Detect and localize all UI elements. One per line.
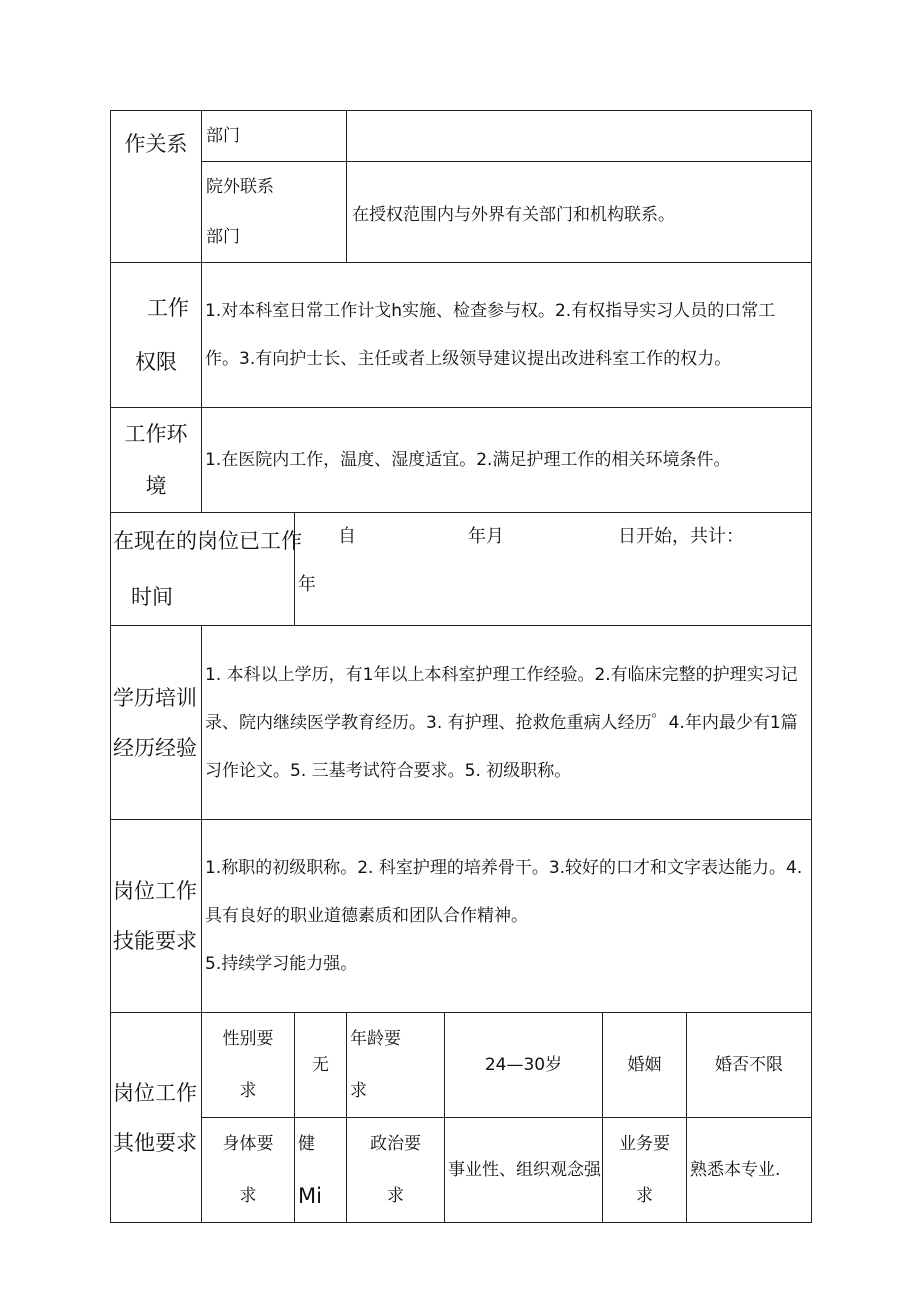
politics-value: 事业性、组织观念强 bbox=[445, 1118, 603, 1223]
tenure-year-month: 年月 bbox=[468, 526, 504, 547]
other-header: 岗位工作 其他要求 bbox=[111, 1013, 202, 1223]
relations-header: 作关系 bbox=[111, 111, 202, 263]
age-label: 年龄要 求 bbox=[347, 1013, 445, 1118]
environment-row bbox=[111, 408, 812, 513]
environment-text: 1.在医院内工作，温度、湿度适宜。2.满足护理工作的相关环境条件。 bbox=[202, 408, 812, 513]
external-dept-label bbox=[202, 162, 347, 263]
business-value: 熟悉本专业. bbox=[687, 1118, 812, 1223]
tenure-years: 年 bbox=[298, 574, 316, 595]
external-label-line2: 部门 bbox=[206, 227, 240, 247]
politics-label: 政治要 求 bbox=[347, 1118, 445, 1223]
skills-text: 1.称职的初级职称。2. 科室护理的培养骨干。3.较好的口才和文字表达能力。4.具有良好的职业道德素质和团队合作精神。 5.持续学习能力强。 bbox=[202, 820, 812, 1013]
dept-value bbox=[347, 111, 812, 162]
external-dept-value: 在授权范围内与外界有关部门和机构联系。 bbox=[347, 162, 812, 263]
gender-label: 性别要 求 bbox=[202, 1013, 295, 1118]
age-value: 24—30岁 bbox=[445, 1013, 603, 1118]
relations-row-1 bbox=[111, 111, 812, 162]
tenure-row bbox=[111, 513, 812, 626]
external-label-line1: 院外联系 bbox=[206, 177, 274, 197]
skills-header: 岗位工作 技能要求 bbox=[111, 820, 202, 1013]
tenure-header: 在现在的岗位已工作 时间 bbox=[111, 513, 295, 626]
authority-row bbox=[111, 263, 812, 408]
body-value: 健 Mi bbox=[295, 1118, 347, 1223]
other-row-2 bbox=[111, 1118, 812, 1223]
skills-row bbox=[111, 820, 812, 1013]
relations-row-2 bbox=[111, 162, 812, 263]
tenure-value bbox=[295, 513, 812, 626]
tenure-day-start: 日开始，共计： bbox=[618, 526, 744, 547]
education-text: 1. 本科以上学历，有1年以上本科室护理工作经验。2.有临床完整的护理实习记录、院内继续医学教育经历。3. 有护理、抢救危重病人经历゜4.年内最少有1篇习作论文。5. 三基考试符合要求。5. 初级职称。 bbox=[202, 626, 812, 820]
environment-header: 工作环 境 bbox=[111, 408, 202, 513]
education-header: 学历培训 经历经验 bbox=[111, 626, 202, 820]
job-description-table bbox=[110, 110, 812, 1223]
dept-label: 部门 bbox=[202, 111, 347, 162]
marriage-value: 婚否不限 bbox=[687, 1013, 812, 1118]
education-row bbox=[111, 626, 812, 820]
authority-text: 1.对本科室日常工作计戈h实施、检查参与权。2.有权指导实习人员的口常工作。3.有向护士长、主任或者上级领导建议提出改进科室工作的权力。 bbox=[202, 263, 812, 408]
other-row-1 bbox=[111, 1013, 812, 1118]
business-label: 业务要 求 bbox=[603, 1118, 687, 1223]
tenure-from: 自 bbox=[338, 526, 356, 547]
body-label: 身体要 求 bbox=[202, 1118, 295, 1223]
authority-header: 工作 权限 bbox=[111, 263, 202, 408]
gender-value: 无 bbox=[295, 1013, 347, 1118]
marriage-label: 婚姻 bbox=[603, 1013, 687, 1118]
